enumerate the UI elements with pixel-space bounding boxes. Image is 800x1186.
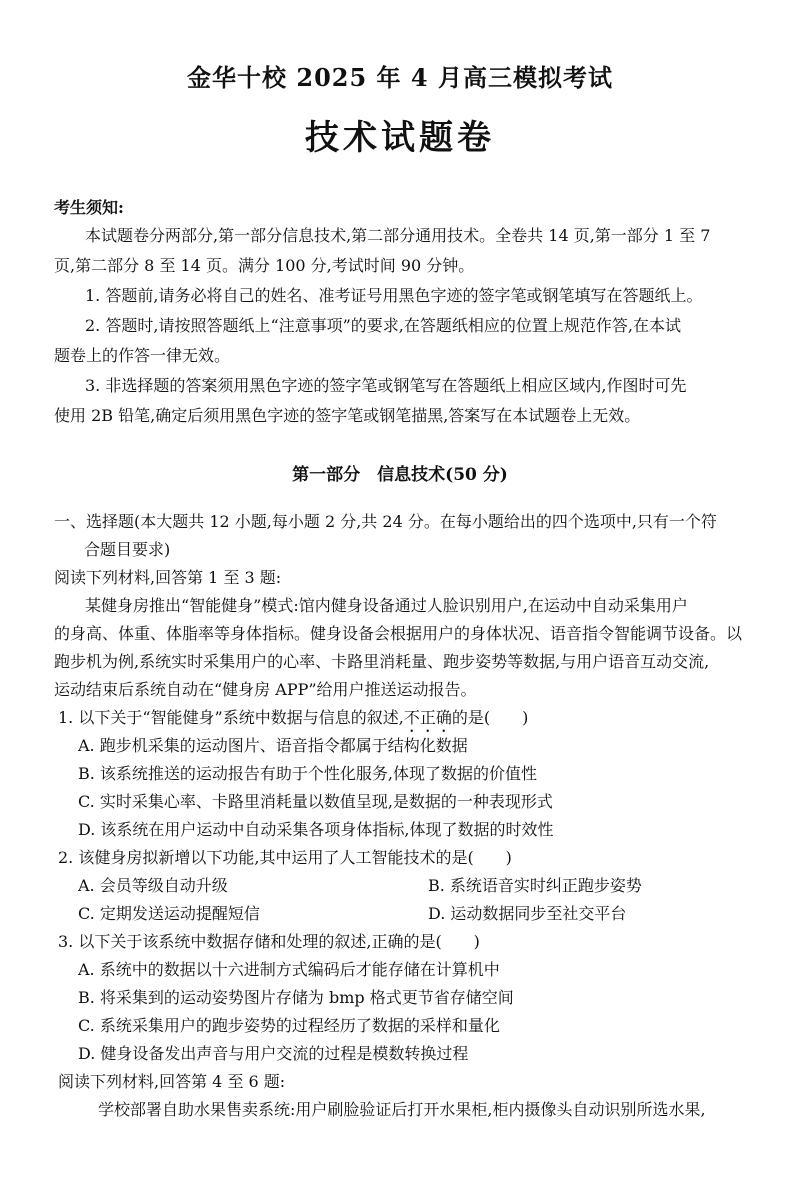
material-line: 跑步机为例,系统实时采集用户的心率、卡路里消耗量、跑步姿势等数据,与用户语音互动交流, [54, 652, 710, 671]
material-line: 某健身房推出“智能健身”模式:馆内健身设备通过人脸识别用户,在运动中自动采集用户 [85, 596, 688, 615]
q2-option-d: D. 运动数据同步至社交平台 [428, 904, 627, 923]
section-heading-cont: 合题目要求) [84, 540, 171, 559]
exam-subtitle: 技术试题卷 [305, 118, 495, 158]
q3-option-c: C. 系统采集用户的跑步姿势的过程经历了数据的采样和量化 [78, 1016, 500, 1035]
q1-option-b: B. 该系统推送的运动报告有助于个性化服务,体现了数据的价值性 [78, 764, 538, 783]
q3-option-a: A. 系统中的数据以十六进制方式编码后才能存储在计算机中 [78, 960, 500, 979]
question-1-stem [58, 708, 528, 736]
q1-stem-text: 1. 以下关于“智能健身”系统中数据与信息的叙述, [58, 708, 404, 727]
notice-item-2-cont: 题卷上的作答一律无效。 [54, 346, 231, 365]
notice-heading: 考生须知: [54, 198, 124, 217]
notice-paragraph-line: 本试题卷分两部分,第一部分信息技术,第二部分通用技术。全卷共 14 页,第一部分 1 至 7 [85, 226, 711, 245]
q1-emphasis: 不正确 [403, 708, 452, 727]
q3-option-b: B. 将采集到的运动姿势图片存储为 bmp 格式更节省存储空间 [78, 988, 514, 1007]
q2-option-a: A. 会员等级自动升级 [78, 876, 228, 895]
q1-option-d: D. 该系统在用户运动中自动采集各项身体指标,体现了数据的时效性 [78, 820, 554, 839]
notice-item-3-cont: 使用 2B 铅笔,确定后须用黑色字迹的签字笔或钢笔描黑,答案写在本试题卷上无效。 [54, 406, 641, 425]
question-3-stem: 3. 以下关于该系统中数据存储和处理的叙述,正确的是( ) [58, 932, 480, 951]
q2-option-b: B. 系统语音实时纠正跑步姿势 [428, 876, 642, 895]
q3-option-d: D. 健身设备发出声音与用户交流的过程是模数转换过程 [78, 1044, 469, 1063]
question-2-stem: 2. 该健身房拟新增以下功能,其中运用了人工智能技术的是( ) [58, 848, 512, 867]
section-heading: 一、选择题(本大题共 12 小题,每小题 2 分,共 24 分。在每小题给出的四个选项中,只有一个符 [54, 512, 717, 531]
notice-paragraph-line: 页,第二部分 8 至 14 页。满分 100 分,考试时间 90 分钟。 [54, 256, 475, 275]
notice-item-1: 1. 答题前,请务必将自己的姓名、准考证号用黑色字迹的签字笔或钢笔填写在答题纸上。 [85, 286, 703, 305]
part-title: 第一部分 信息技术(50 分) [292, 465, 508, 485]
notice-item-2: 2. 答题时,请按照答题纸上“注意事项”的要求,在答题纸相应的位置上规范作答,在本试 [85, 316, 681, 335]
material-line: 的身高、体重、体脂率等身体指标。健身设备会根据用户的身体状况、语音指令智能调节设备。以 [54, 624, 743, 643]
q1-stem-tail: 的是( ) [451, 708, 529, 727]
q2-option-c: C. 定期发送运动提醒短信 [78, 904, 260, 923]
q1-option-c: C. 实时采集心率、卡路里消耗量以数值呈现,是数据的一种表现形式 [78, 792, 553, 811]
material-2-line: 学校部署自助水果售卖系统:用户刷脸验证后打开水果柜,柜内摄像头自动识别所选水果, [98, 1100, 706, 1119]
material-line: 运动结束后系统自动在“健身房 APP”给用户推送运动报告。 [54, 680, 477, 699]
exam-title: 金华十校 2025 年 4 月高三模拟考试 [187, 63, 613, 92]
notice-item-3: 3. 非选择题的答案须用黑色字迹的签字笔或钢笔写在答题纸上相应区域内,作图时可先 [85, 376, 687, 395]
reading-instruction: 阅读下列材料,回答第 1 至 3 题: [54, 568, 282, 587]
q1-option-a: A. 跑步机采集的运动图片、语音指令都属于结构化数据 [78, 736, 468, 755]
reading-instruction-2: 阅读下列材料,回答第 4 至 6 题: [58, 1072, 286, 1091]
